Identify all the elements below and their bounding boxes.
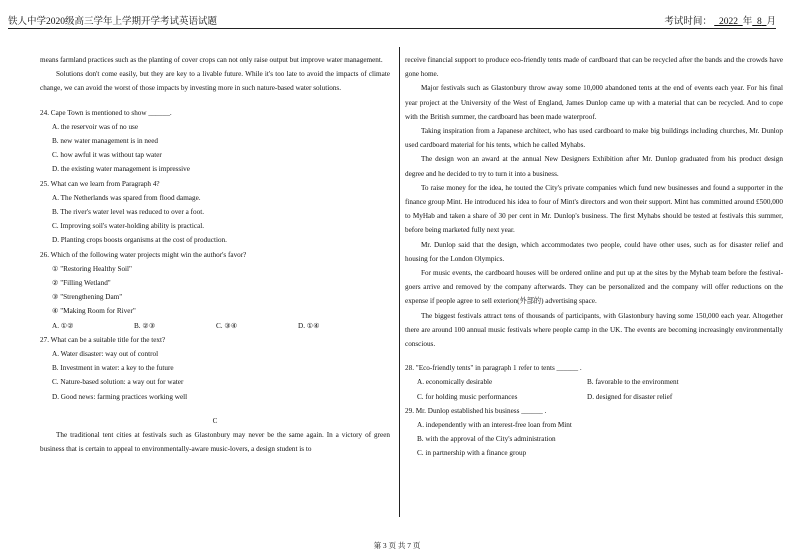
question-29: [405, 404, 783, 461]
q24-option-b: B. new water management is in need: [52, 137, 158, 146]
right-column: [405, 53, 783, 461]
q28-option-b: B. favorable to the environment: [587, 378, 679, 387]
question-26: [40, 248, 390, 333]
q24-option-a: A. the reservoir was of no use: [52, 122, 139, 131]
q28-option-c: C. for holding music performances: [417, 392, 518, 401]
q28-option-a: A. economically desirable: [417, 378, 493, 387]
page-number: 第 3 页 共 7 页: [373, 541, 421, 550]
question-28: [405, 361, 783, 404]
q26-stem: 26. Which of the following water projects might win the author's favor?: [40, 250, 247, 259]
q29-option-c: C. in partnership with a finance group: [417, 449, 527, 458]
passage-c-para-4: The design won an award at the annual New Designers Exhibition after Mr. Dunlop graduated from his product design degree and he decided to try to turn it into a business.: [405, 155, 783, 178]
q24-option-c: C. how awful it was without tap water: [52, 151, 162, 160]
q29-option-a: A. independently with an interest-free loan from Mint: [417, 421, 572, 430]
left-column: [40, 53, 390, 456]
page-header: [8, 8, 776, 29]
exam-time-label: 考试时间：: [664, 17, 712, 27]
month-unit: 月: [766, 17, 776, 27]
passage-b-end: means farmland practices such as the planting of cover crops can not only raise output but improve water management.: [40, 56, 383, 64]
q25-option-b: B. The river's water level was reduced to over a foot.: [52, 208, 205, 217]
passage-c-start: The traditional tent cities at festivals such as Glastonbury may never be the same again. In a victory of green business that is certain to appeal to environmentally-aware music-lovers, a design student is to: [40, 431, 390, 454]
q28-stem: 28. "Eco-friendly tents" in paragraph 1 refer to tents ______ .: [405, 364, 582, 373]
passage-c-para-7: For music events, the cardboard houses will be ordered online and put up at the sites by the Myhab team before the festival-goers arrive and removed by the company afterwards. They can be personalized and the company will offer reductions on the expense if people agree to sell exterion(外部的) advertising space.: [405, 269, 783, 306]
q26-item-1: ① "Restoring Healthy Soil": [52, 264, 132, 273]
exam-time: [664, 13, 776, 27]
q25-option-c: C. Improving soil's water-holding ability is practical.: [52, 222, 205, 231]
q26-item-3: ③ "Strengthening Dam": [52, 293, 123, 302]
q28-option-d: D. designed for disaster relief: [587, 392, 673, 401]
q27-option-d: D. Good news: farming practices working well: [52, 392, 188, 401]
q24-stem: 24. Cape Town is mentioned to show ______.: [40, 108, 172, 117]
q26-item-2: ② "Filling Wetland": [52, 279, 111, 288]
q27-option-a: A. Water disaster: way out of control: [52, 350, 159, 359]
q26-choices: [40, 319, 390, 333]
passage-c-para-2: Major festivals such as Glastonbury throw away some 10,000 abandoned tents at the end of events each year. For his final year project at the University of the West of England, James Dunlop came up with a material that can be recycled. And to cope with the British summer, the cardboard has been made waterproof.: [405, 84, 783, 121]
q25-option-a: A. The Netherlands was spared from flood damage.: [52, 193, 201, 202]
q29-stem: 29. Mr. Dunlop established his business ______ .: [405, 406, 547, 415]
passage-c-para-5: To raise money for the idea, he touted the City's private companies which fund new businesses and found a supporter in the finance group Mint. He introduced his idea to four of Mint's directors and won their support. Mint has committed around £500,000 to MyHab and taken a share of 30 per cent in Mr. Dunlop's business. The first Myhabs should be tested at festivals this summer, before being marketed fully next year.: [405, 183, 783, 235]
passage-c-para-6: Mr. Dunlop said that the design, which accommodates two people, could have other uses, such as for disaster relief and housing for the London Olympics.: [405, 240, 783, 263]
school-title: 铁人中学2020级高三学年上学期开学考试英语试题: [8, 17, 218, 27]
q27-option-b: B. Investment in water: a key to the future: [52, 364, 174, 373]
q25-stem: 25. What can we learn from Paragraph 4?: [40, 179, 160, 188]
q25-option-d: D. Planting crops boosts organisms at the cost of production.: [52, 236, 227, 245]
q29-option-b: B. with the approval of the City's administration: [417, 435, 556, 444]
passage-b-solutions: Solutions don't come easily, but they are key to a livable future. While it's too late to avoid the impacts of climate change, we can avoid the worst of those impacts by investing more in such nature-based water solutions.: [40, 70, 390, 93]
q27-option-c: C. Nature-based solution: a way out for water: [52, 378, 184, 387]
q26-item-4: ④ "Making Room for River": [52, 307, 136, 316]
section-heading-c: C: [212, 416, 218, 425]
question-24: [40, 106, 390, 177]
year-unit: 年: [742, 17, 753, 27]
q26-choice-d: D. ①④: [298, 321, 320, 330]
q24-option-d: D. the existing water management is impressive: [52, 165, 190, 174]
exam-year: 2022: [718, 17, 738, 27]
q26-choice-b: B. ②③: [134, 321, 156, 330]
exam-month: 8: [756, 17, 762, 27]
q26-choice-a: A. ①②: [52, 321, 74, 330]
passage-c-para-1: receive financial support to produce eco-friendly tents made of cardboard that can be recycled after the bands and the crowds have gone home.: [405, 56, 783, 79]
passage-c-para-8: The biggest festivals attract tens of thousands of participants, with Glastonbury having some 150,000 each year. Altogether there are around 100 annual music festivals where people camp in the UK. The events are becoming increasingly environmentally conscious.: [405, 311, 783, 349]
q26-choice-c: C. ③④: [216, 321, 238, 330]
question-25: [40, 177, 390, 248]
question-27: [40, 333, 390, 404]
passage-c-para-3: Taking inspiration from a Japanese architect, who has used cardboard to make big buildings including churches, Mr. Dunlop used cardboard material for his tents, which he called Myhabs.: [405, 127, 783, 150]
column-divider: [399, 47, 400, 517]
q27-stem: 27. What can be a suitable title for the text?: [40, 335, 166, 344]
